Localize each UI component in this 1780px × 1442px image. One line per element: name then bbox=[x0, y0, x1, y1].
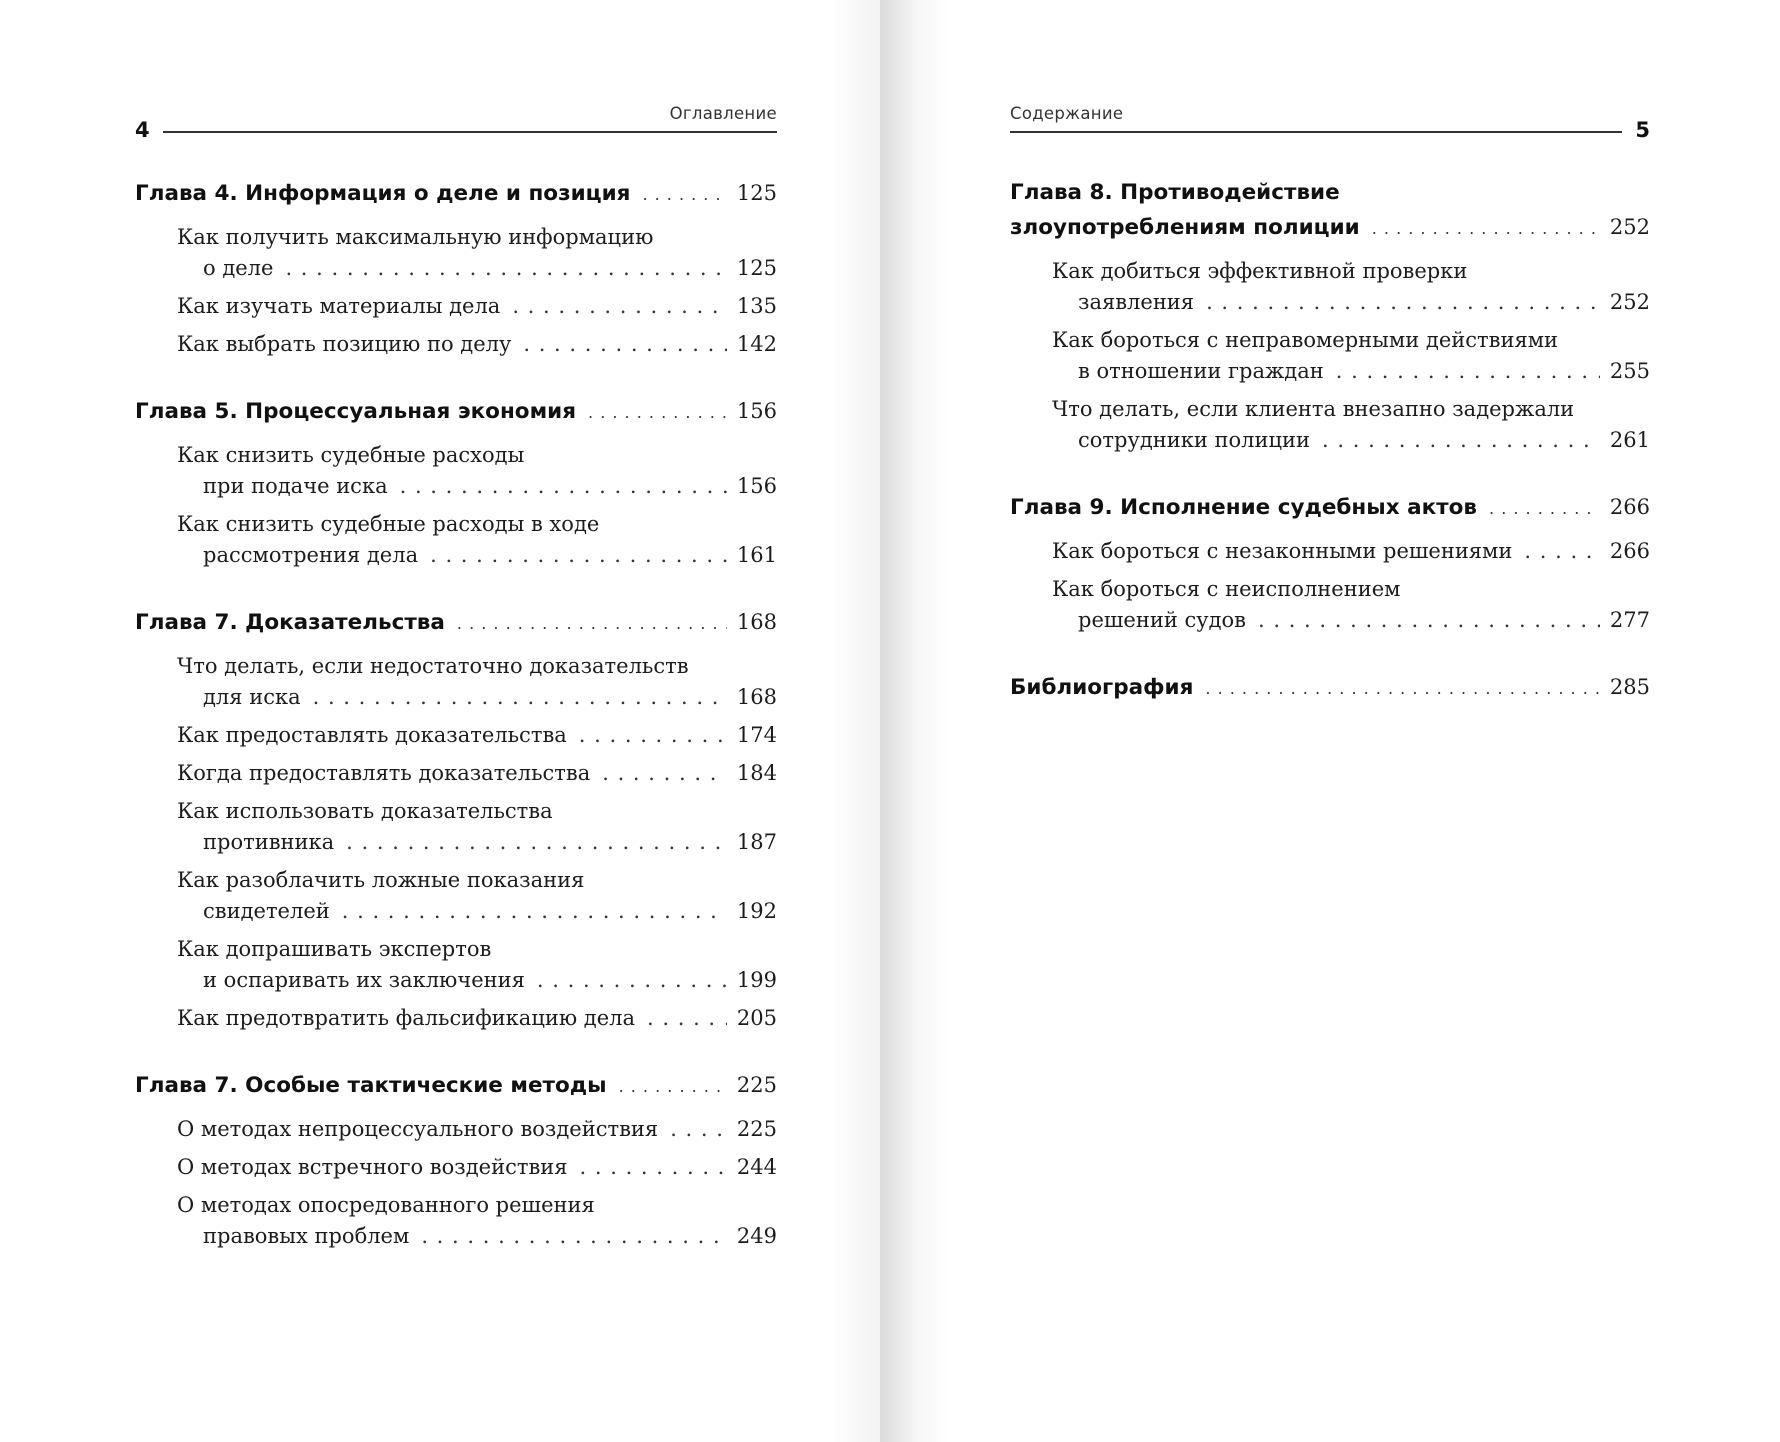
toc-chapter bbox=[135, 176, 777, 360]
chapter-title-line bbox=[1010, 490, 1650, 526]
entry-page-number: 174 bbox=[736, 723, 777, 747]
dot-leader bbox=[1524, 536, 1600, 567]
entry-title-continued: правовых проблем bbox=[203, 1224, 410, 1248]
dot-leader bbox=[670, 1114, 727, 1145]
entry-title: Как снизить судебные расходы bbox=[177, 443, 525, 467]
toc-chapter bbox=[1010, 176, 1650, 456]
entry-title-continued: о деле bbox=[203, 256, 274, 280]
entry-title-continued: противника bbox=[203, 830, 335, 854]
toc-entry bbox=[135, 440, 777, 502]
dot-leader bbox=[342, 896, 727, 927]
chapter-title: Библиография bbox=[1010, 675, 1194, 700]
entry-title-line bbox=[177, 1152, 777, 1183]
entry-page-number: 125 bbox=[736, 256, 777, 280]
toc-entry bbox=[135, 720, 777, 751]
entry-title: Как предоставлять доказательства bbox=[177, 723, 567, 747]
entry-title-line bbox=[177, 758, 777, 789]
entry-title-line bbox=[177, 329, 777, 360]
dot-leader bbox=[647, 1003, 727, 1034]
toc-entry bbox=[135, 329, 777, 360]
dot-leader bbox=[1258, 605, 1600, 636]
dot-leader bbox=[602, 758, 727, 789]
chapter-title-line bbox=[135, 176, 777, 212]
entry-title: Как бороться с неисполнением bbox=[1052, 577, 1401, 601]
entry-title-continued: рассмотрения дела bbox=[203, 543, 419, 567]
entry-page-number: 249 bbox=[736, 1224, 777, 1248]
entry-title: О методах встречного воздействия bbox=[177, 1155, 568, 1179]
toc-entry bbox=[135, 222, 777, 284]
chapter-page-number: 225 bbox=[736, 1073, 777, 1097]
entry-page-number: 255 bbox=[1609, 359, 1650, 383]
dot-leader bbox=[313, 682, 727, 713]
entry-page-number: 187 bbox=[736, 830, 777, 854]
entry-title: Когда предоставлять доказательства bbox=[177, 761, 591, 785]
entry-title: О методах непроцессуального воздействия bbox=[177, 1117, 659, 1141]
entry-title: Как бороться с неправомерными действиями bbox=[1052, 328, 1559, 352]
entry-title-continued: решений судов bbox=[1078, 608, 1246, 632]
entry-title-line bbox=[177, 682, 777, 713]
entry-page-number: 225 bbox=[736, 1117, 777, 1141]
dot-leader bbox=[588, 396, 727, 430]
entry-title-line bbox=[177, 827, 777, 858]
entry-title-line bbox=[177, 720, 777, 751]
chapter-title-line bbox=[135, 605, 777, 641]
dot-leader bbox=[1206, 287, 1600, 318]
entry-title: Как разоблачить ложные показания bbox=[177, 868, 585, 892]
toc-chapter bbox=[135, 394, 777, 571]
entry-page-number: 142 bbox=[736, 332, 777, 356]
entry-title-line bbox=[177, 540, 777, 571]
entry-title-line bbox=[1052, 536, 1650, 567]
page-number: 5 bbox=[1635, 118, 1650, 142]
chapter-title: Глава 5. Процессуальная экономия bbox=[135, 399, 577, 424]
chapter-title-line bbox=[1010, 670, 1650, 706]
dot-leader bbox=[619, 1070, 727, 1104]
entry-page-number: 135 bbox=[736, 294, 777, 318]
entry-page-number: 168 bbox=[736, 685, 777, 709]
entry-title-line bbox=[177, 1114, 777, 1145]
toc-entry bbox=[135, 651, 777, 713]
header-rule bbox=[1010, 131, 1622, 133]
entry-title-line bbox=[1052, 605, 1650, 636]
running-head-right bbox=[1010, 104, 1650, 142]
chapter-title-line bbox=[135, 394, 777, 430]
dot-leader bbox=[457, 607, 727, 641]
dot-leader bbox=[523, 329, 727, 360]
entry-title: Как выбрать позицию по делу bbox=[177, 332, 512, 356]
entry-title-line bbox=[177, 896, 777, 927]
entry-page-number: 261 bbox=[1609, 428, 1650, 452]
dot-leader bbox=[1336, 356, 1600, 387]
entry-title: О методах опосредованного решения bbox=[177, 1193, 595, 1217]
entry-title: Как использовать доказательства bbox=[177, 799, 553, 823]
entry-page-number: 266 bbox=[1609, 539, 1650, 563]
entry-page-number: 156 bbox=[736, 474, 777, 498]
running-head-title: Оглавление bbox=[669, 104, 777, 123]
chapter-page-number: 252 bbox=[1609, 215, 1650, 239]
dot-leader bbox=[537, 965, 727, 996]
toc-entry bbox=[135, 1003, 777, 1034]
dot-leader bbox=[1372, 212, 1600, 246]
toc-entry bbox=[1010, 394, 1650, 456]
entry-title: Как получить максимальную информацию bbox=[177, 225, 654, 249]
entry-title: Как добиться эффективной проверки bbox=[1052, 259, 1468, 283]
chapter-title: Глава 7. Особые тактические методы bbox=[135, 1073, 607, 1098]
toc-left bbox=[135, 176, 777, 1286]
entry-page-number: 192 bbox=[736, 899, 777, 923]
entry-title-line bbox=[177, 1221, 777, 1252]
chapter-page-number: 156 bbox=[736, 399, 777, 423]
dot-leader bbox=[1489, 492, 1600, 526]
entry-title-continued: сотрудники полиции bbox=[1078, 428, 1311, 452]
entry-page-number: 184 bbox=[736, 761, 777, 785]
toc-entry bbox=[135, 1152, 777, 1183]
entry-page-number: 161 bbox=[736, 543, 777, 567]
entry-page-number: 205 bbox=[736, 1006, 777, 1030]
entry-title-line bbox=[177, 471, 777, 502]
entry-page-number: 244 bbox=[736, 1155, 777, 1179]
toc-entry bbox=[1010, 574, 1650, 636]
chapter-page-number: 266 bbox=[1609, 495, 1650, 519]
dot-leader bbox=[642, 178, 726, 212]
toc-entry bbox=[135, 1114, 777, 1145]
toc-right bbox=[1010, 176, 1650, 740]
entry-page-number: 252 bbox=[1609, 290, 1650, 314]
toc-entry bbox=[135, 758, 777, 789]
toc-chapter bbox=[135, 605, 777, 1034]
entry-title-continued: при подаче иска bbox=[203, 474, 388, 498]
chapter-title: Глава 7. Доказательства bbox=[135, 610, 445, 635]
entry-title: Как снизить судебные расходы в ходе bbox=[177, 512, 600, 536]
toc-entry bbox=[135, 865, 777, 927]
entry-title-line bbox=[1052, 425, 1650, 456]
chapter-title: Глава 9. Исполнение судебных актов bbox=[1010, 495, 1478, 520]
dot-leader bbox=[400, 471, 727, 502]
chapter-title-continued: злоупотреблениям полиции bbox=[1010, 215, 1360, 240]
entry-title: Как предотвратить фальсификацию дела bbox=[177, 1006, 636, 1030]
header-rule bbox=[163, 131, 777, 133]
dot-leader bbox=[346, 827, 727, 858]
toc-chapter bbox=[135, 1068, 777, 1252]
chapter-title-line bbox=[135, 1068, 777, 1104]
chapter-page-number: 125 bbox=[736, 181, 777, 205]
chapter-title: Глава 8. Противодействие bbox=[1010, 180, 1340, 205]
entry-title-continued: заявления bbox=[1078, 290, 1195, 314]
dot-leader bbox=[285, 253, 726, 284]
chapter-title-line bbox=[1010, 210, 1650, 246]
entry-title-line bbox=[177, 291, 777, 322]
toc-entry bbox=[135, 796, 777, 858]
entry-title-continued: и оспаривать их заключения bbox=[203, 968, 525, 992]
toc-chapter bbox=[1010, 490, 1650, 636]
entry-title-continued: для иска bbox=[203, 685, 301, 709]
entry-title: Как изучать материалы дела bbox=[177, 294, 501, 318]
entry-title: Как допрашивать экспертов bbox=[177, 937, 492, 961]
dot-leader bbox=[580, 1152, 727, 1183]
entry-title: Что делать, если клиента внезапно задержали bbox=[1052, 397, 1575, 421]
entry-page-number: 277 bbox=[1609, 608, 1650, 632]
entry-title-line bbox=[1052, 287, 1650, 318]
entry-title-line bbox=[1052, 356, 1650, 387]
page-number: 4 bbox=[135, 118, 150, 142]
toc-entry bbox=[1010, 325, 1650, 387]
entry-title: Как бороться с незаконными решениями bbox=[1052, 539, 1513, 563]
toc-entry bbox=[135, 934, 777, 996]
dot-leader bbox=[512, 291, 727, 322]
toc-entry bbox=[135, 1190, 777, 1252]
chapter-title: Глава 4. Информация о деле и позиция bbox=[135, 181, 631, 206]
dot-leader bbox=[1205, 672, 1600, 706]
toc-entry bbox=[135, 291, 777, 322]
running-head-left bbox=[135, 104, 777, 142]
toc-entry bbox=[135, 509, 777, 571]
entry-title-line bbox=[177, 253, 777, 284]
dot-leader bbox=[1322, 425, 1600, 456]
chapter-page-number: 168 bbox=[736, 610, 777, 634]
chapter-page-number: 285 bbox=[1609, 675, 1650, 699]
entry-title-line bbox=[177, 965, 777, 996]
entry-title: Что делать, если недостаточно доказательств bbox=[177, 654, 689, 678]
entry-title-continued: в отношении граждан bbox=[1078, 359, 1324, 383]
entry-page-number: 199 bbox=[736, 968, 777, 992]
toc-entry bbox=[1010, 536, 1650, 567]
entry-title-line bbox=[177, 1003, 777, 1034]
entry-title-continued: свидетелей bbox=[203, 899, 330, 923]
toc-chapter bbox=[1010, 670, 1650, 706]
running-head-title: Содержание bbox=[1010, 104, 1124, 123]
dot-leader bbox=[579, 720, 727, 751]
dot-leader bbox=[430, 540, 727, 571]
dot-leader bbox=[421, 1221, 727, 1252]
toc-entry bbox=[1010, 256, 1650, 318]
